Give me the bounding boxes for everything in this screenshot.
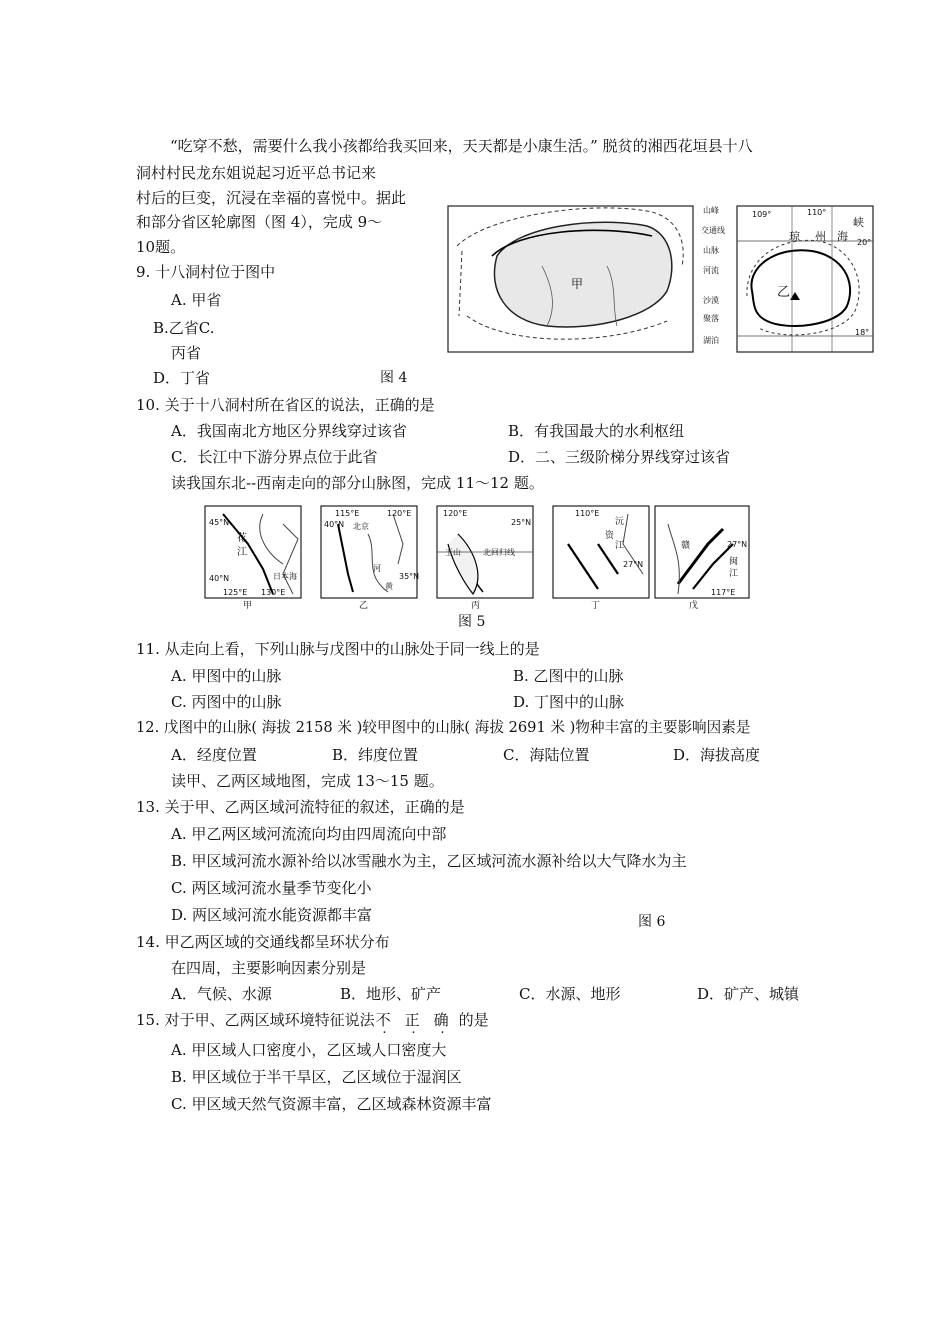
- fig4-label-yi: 乙: [777, 285, 791, 300]
- q12-option-a: A．经度位置: [171, 746, 257, 764]
- fig5-bing-tropic: 北回归线: [483, 548, 515, 557]
- q12-stem: 12. 戊图中的山脉( 海拔 2158 米 )较甲图中的山脉( 海拔 2691 米 )物种丰富的主要影响因素是: [136, 719, 751, 736]
- fig5-jia-jiang: 江: [237, 547, 247, 558]
- q15-emph-zheng: 正: [404, 1011, 420, 1029]
- q13-option-c: C. 两区域河流水量季节变化小: [171, 879, 372, 897]
- fig4-lat-18: 18°: [855, 328, 870, 337]
- q9-option-c-cont: 丙省: [171, 344, 202, 362]
- q15-stem-pre: 15. 对于甲、乙两区域环境特征说法: [136, 1011, 375, 1029]
- intro-line-4: 和部分省区轮廓图（图 4），完成 9～: [136, 213, 383, 231]
- q15-stem: [136, 1010, 489, 1030]
- fig5-ding-110e: 110°E: [575, 509, 600, 518]
- q9-option-d: D．丁省: [153, 369, 211, 387]
- q9-option-a: A. 甲省: [171, 291, 222, 309]
- fig5-ding-27n: 27°N: [623, 560, 644, 569]
- q14-option-b: B．地形、矿产: [340, 985, 442, 1003]
- fig4-lat-20: 20°: [857, 238, 872, 247]
- fig5-wu-117e: 117°E: [711, 588, 736, 597]
- fig5-yi-115e: 115°E: [335, 509, 360, 518]
- q15-emph-que: 确: [433, 1011, 449, 1029]
- fig5-ding-jiang: 江: [615, 541, 625, 551]
- fig5-wu-gan: 赣: [681, 541, 691, 551]
- q10-option-d: D．二、三级阶梯分界线穿过该省: [508, 448, 731, 466]
- fig5-bing-120e: 120°E: [443, 509, 468, 518]
- fig4-legend-river: 河流: [703, 266, 719, 275]
- fig5-jia-125e: 125°E: [223, 588, 248, 597]
- fig5-label-bing: 丙: [471, 601, 481, 611]
- q14-option-d: D．矿产、城镇: [697, 985, 800, 1003]
- q13-option-b: B. 甲区域河流水源补给以冰雪融水为主，乙区域河流水源补给以大气降水为主: [171, 852, 687, 870]
- fig5-yi-beijing: 北京: [353, 522, 369, 531]
- q13-option-d: D. 两区域河流水能资源都丰富: [171, 906, 373, 924]
- q11-option-a: A. 甲图中的山脉: [171, 667, 282, 685]
- fig5-jia-hua: 花: [237, 533, 247, 544]
- figure-4-svg: [447, 196, 875, 354]
- q9-stem: 9. 十八洞村位于图中: [136, 263, 276, 281]
- q13-stem: 13. 关于甲、乙两区域河流特征的叙述，正确的是: [136, 798, 465, 816]
- fig5-jia-130e: 130°E: [261, 588, 286, 597]
- q11-option-b: B. 乙图中的山脉: [513, 667, 624, 685]
- intro-line-3: 村后的巨变，沉浸在幸福的喜悦中。据此: [136, 189, 407, 207]
- intro-line-2: 洞村村民龙东姐说起习近平总书记来: [136, 164, 377, 182]
- fig5-label-jia: 甲: [243, 601, 253, 611]
- q15-option-a: A. 甲区域人口密度小，乙区域人口密度大: [171, 1041, 447, 1059]
- q11-option-d: D. 丁图中的山脉: [513, 693, 625, 711]
- intro-q11-12: 读我国东北--西南走向的部分山脉图，完成 11～12 题。: [171, 474, 544, 492]
- fig5-yi-35n: 35°N: [399, 572, 420, 581]
- intro-line-1: “吃穿不愁，需要什么我小孩都给我买回来，天天都是小康生活。” 脱贫的湘西花垣县十八: [170, 137, 753, 155]
- q15-option-b: B. 甲区域位于半干旱区，乙区域位于湿润区: [171, 1068, 462, 1086]
- fig5-jia-sea: 日本海: [273, 572, 297, 581]
- fig4-lon-109: 109°: [752, 210, 772, 219]
- fig4-legend-lake: 湖泊: [703, 336, 719, 345]
- fig5-jia-40n: 40°N: [209, 574, 230, 583]
- q15-stem-post: 的是: [458, 1011, 489, 1029]
- fig5-label-yi: 乙: [359, 601, 369, 611]
- q9-option-bc: B.乙省C.: [153, 319, 215, 337]
- q12-option-c: C．海陆位置: [503, 746, 590, 764]
- fig5-yi-he: 河: [373, 564, 381, 573]
- fig5-label-wu: 戊: [689, 601, 699, 611]
- q12-option-b: B．纬度位置: [332, 746, 419, 764]
- fig5-wu-27n: 27°N: [727, 540, 748, 549]
- fig4-label-jia: 甲: [571, 277, 584, 291]
- fig4-text-qiong: 琼: [789, 230, 800, 243]
- fig5-wu-jiang: 江: [729, 569, 739, 579]
- fig4-text-xia: 峡: [853, 216, 864, 229]
- fig5-caption: 图 5: [458, 614, 486, 630]
- q15-emph-bu: 不: [375, 1011, 391, 1029]
- fig4-legend-mountain: 山脉: [703, 246, 719, 255]
- fig5-yi-120e: 120°E: [387, 509, 412, 518]
- fig5-bing-25n: 25°N: [511, 518, 532, 527]
- fig5-ding-zi: 资: [605, 531, 615, 541]
- q10-option-a: A．我国南北方地区分界线穿过该省: [171, 422, 407, 440]
- fig5-yi-huang: 黄: [385, 582, 393, 591]
- intro-line-5: 10题。: [136, 238, 186, 256]
- figure-5-maps: [203, 504, 751, 612]
- fig4-legend-settlement: 聚落: [703, 314, 719, 323]
- q12-option-d: D．海拔高度: [673, 746, 761, 764]
- fig4-caption: 图 4: [380, 370, 408, 386]
- q14-option-c: C．水源、地形: [519, 985, 621, 1003]
- fig5-jia-45n: 45°N: [209, 518, 230, 527]
- q14-stem-cont: 在四周，主要影响因素分别是: [171, 959, 367, 977]
- figure-4-maps: [447, 196, 875, 354]
- fig4-text-zhou: 州: [815, 230, 826, 243]
- fig6-caption: 图 6: [638, 914, 666, 930]
- fig4-legend-peak: 山峰: [703, 206, 719, 215]
- fig5-bing-yushan: 玉山: [445, 548, 461, 557]
- fig4-legend-transport: 交通线: [701, 226, 725, 235]
- q14-stem: 14. 甲乙两区域的交通线都呈环状分布: [136, 933, 390, 951]
- q11-option-c: C. 丙图中的山脉: [171, 693, 282, 711]
- fig4-lon-110: 110°: [807, 208, 827, 217]
- q11-stem: 11. 从走向上看，下列山脉与戊图中的山脉处于同一线上的是: [136, 640, 540, 658]
- fig4-text-hai: 海: [837, 230, 848, 243]
- intro-q13-15: 读甲、乙两区域地图，完成 13～15 题。: [171, 772, 444, 790]
- q13-option-a: A. 甲乙两区域河流流向均由四周流向中部: [171, 825, 447, 843]
- q15-option-c: C. 甲区域天然气资源丰富，乙区域森林资源丰富: [171, 1095, 492, 1113]
- q10-option-b: B．有我国最大的水利枢纽: [508, 422, 685, 440]
- fig4-legend-desert: 沙漠: [703, 296, 719, 305]
- fig5-label-ding: 丁: [591, 601, 601, 611]
- q10-stem: 10. 关于十八洞村所在省区的说法，正确的是: [136, 396, 435, 414]
- fig5-yi-40n: 40°N: [324, 520, 345, 529]
- q14-option-a: A．气候、水源: [171, 985, 272, 1003]
- fig5-wu-min: 闽: [729, 557, 739, 567]
- q10-option-c: C．长江中下游分界点位于此省: [171, 448, 378, 466]
- fig5-ding-yuan: 沅: [615, 517, 625, 527]
